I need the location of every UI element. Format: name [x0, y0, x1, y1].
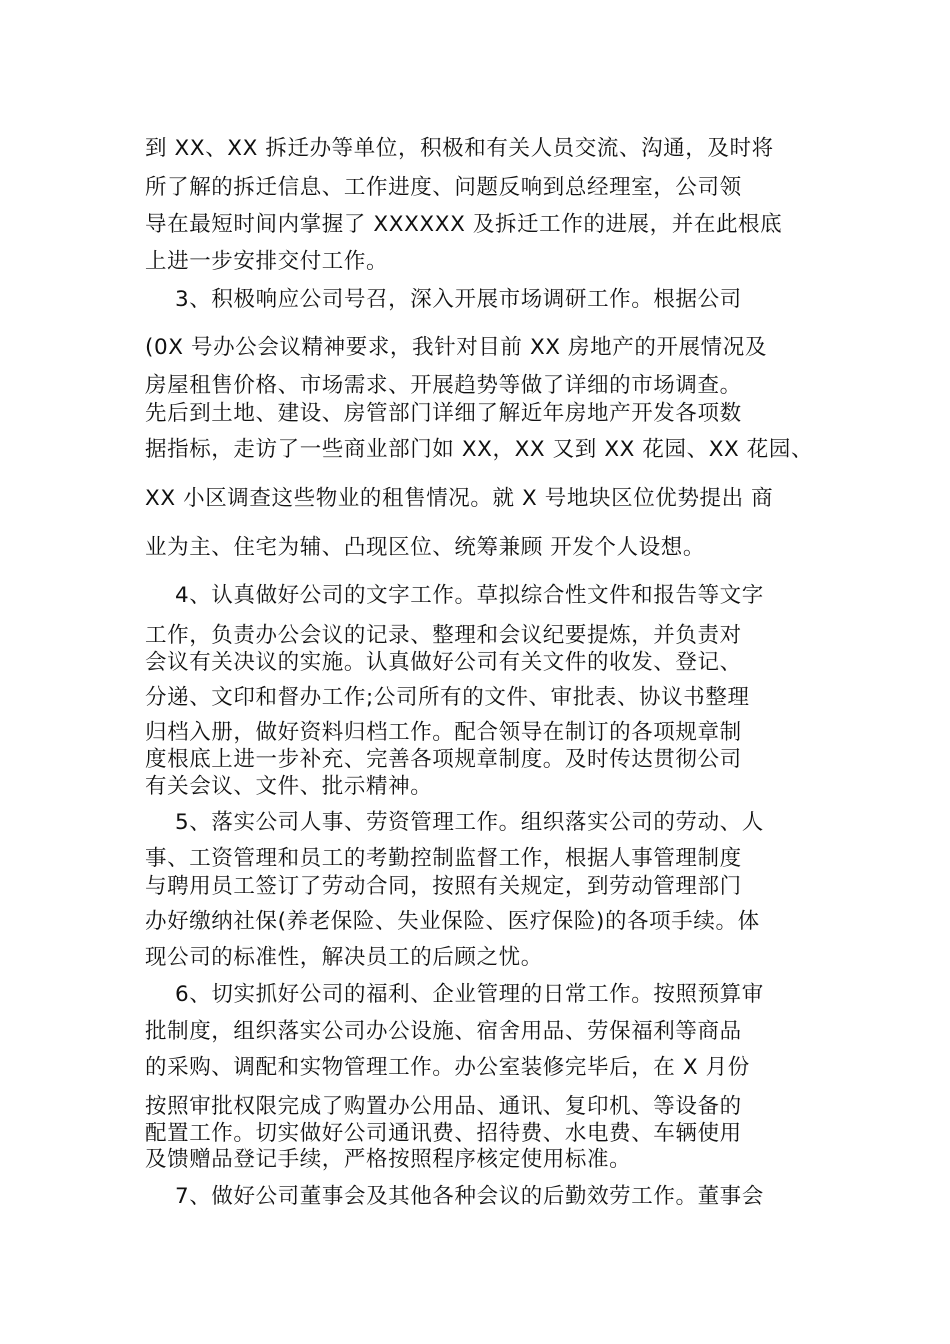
text-line: 导在最短时间内掌握了 XXXXXX 及拆迁工作的进展，并在此根底	[145, 212, 783, 237]
text-line: 的采购、调配和实物管理工作。办公室装修完毕后，在 X 月份	[145, 1055, 750, 1080]
text-line: 配置工作。切实做好公司通讯费、招待费、水电费、车辆使用	[145, 1121, 742, 1146]
text-line: 事、工资管理和员工的考勤控制监督工作，根据人事管理制度	[145, 846, 742, 871]
text-line: 归档入册，做好资料归档工作。配合领导在制订的各项规章制	[145, 720, 742, 745]
text-line: (0X 号办公会议精神要求，我针对目前 XX 房地产的开展情况及	[145, 335, 767, 360]
text-line: 分递、文印和督办工作;公司所有的文件、审批表、协议书整理	[145, 685, 750, 710]
text-line: 房屋租售价格、市场需求、开展趋势等做了详细的市场调查。	[145, 373, 742, 398]
text-line: 3、积极响应公司号召，深入开展市场调研工作。根据公司	[175, 287, 742, 312]
text-line: XX 小区调查这些物业的租售情况。就 X 号地块区位优势提出 商	[145, 486, 774, 511]
text-line: 到 XX、XX 拆迁办等单位，积极和有关人员交流、沟通，及时将	[145, 136, 774, 161]
text-line: 有关会议、文件、批示精神。	[145, 774, 433, 799]
text-line: 办好缴纳社保(养老保险、失业保险、医疗保险)的各项手续。体	[145, 909, 760, 934]
text-line: 7、做好公司董事会及其他各种会议的后勤效劳工作。董事会	[175, 1184, 764, 1209]
text-line: 先后到土地、建设、房管部门详细了解近年房地产开发各项数	[145, 401, 742, 426]
text-line: 会议有关决议的实施。认真做好公司有关文件的收发、登记、	[145, 650, 742, 675]
text-line: 所了解的拆迁信息、工作进度、问题反响到总经理室，公司领	[145, 175, 742, 200]
text-line: 5、落实公司人事、劳资管理工作。组织落实公司的劳动、人	[175, 810, 764, 835]
text-line: 上进一步安排交付工作。	[145, 249, 389, 274]
text-line: 4、认真做好公司的文字工作。草拟综合性文件和报告等文字	[175, 583, 764, 608]
text-line: 6、切实抓好公司的福利、企业管理的日常工作。按照预算审	[175, 982, 764, 1007]
text-line: 据指标，走访了一些商业部门如 XX，XX 又到 XX 花园、XX 花园、	[145, 437, 814, 462]
text-line: 按照审批权限完成了购置办公用品、通讯、复印机、等设备的	[145, 1094, 742, 1119]
text-line: 业为主、住宅为辅、凸现区位、统筹兼顾 开发个人设想。	[145, 535, 705, 560]
text-line: 与聘用员工签订了劳动合同，按照有关规定，到劳动管理部门	[145, 874, 742, 899]
text-line: 工作，负责办公会议的记录、整理和会议纪要提炼，并负责对	[145, 623, 742, 648]
text-line: 现公司的标准性，解决员工的后顾之忧。	[145, 945, 543, 970]
text-line: 及馈赠品登记手续，严格按照程序核定使用标准。	[145, 1147, 632, 1172]
text-line: 度根底上进一步补充、完善各项规章制度。及时传达贯彻公司	[145, 747, 742, 772]
text-line: 批制度，组织落实公司办公设施、宿舍用品、劳保福利等商品	[145, 1019, 742, 1044]
